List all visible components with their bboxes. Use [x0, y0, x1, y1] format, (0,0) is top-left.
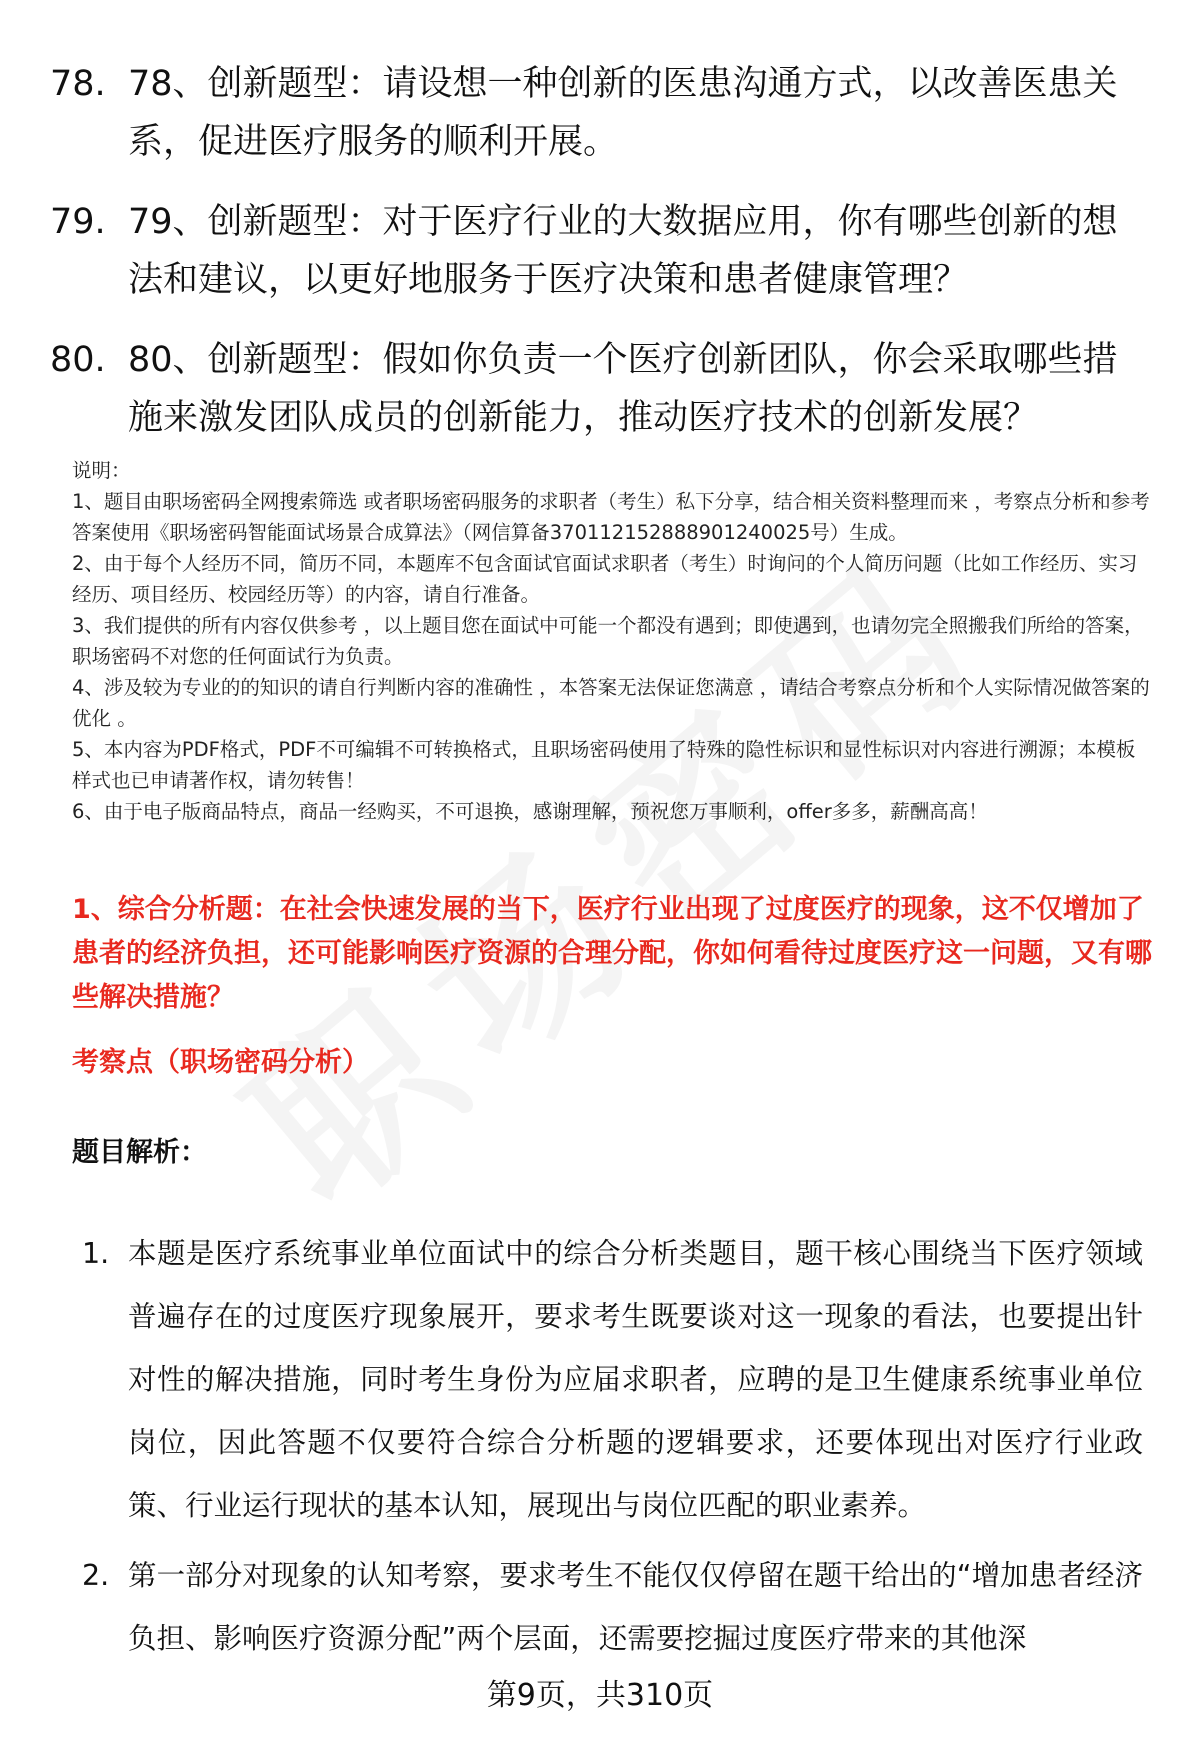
note-item: 2、由于每个人经历不同，简历不同，本题库不包含面试官面试求职者（考生）时询问的个人简历问题（比如工作经历、实习经历、项目经历、校园经历等）的内容，请自行准备。 [72, 552, 1138, 606]
list-item [82, 1222, 1152, 1537]
note-item: 6、由于电子版商品特点，商品一经购买，不可退换，感谢理解，预祝您万事顺利，offer多多，薪酬高高！ [72, 800, 988, 823]
note-item: 1、题目由职场密码全网搜索筛选 或者职场密码服务的求职者（考生）私下分享，结合相关资料整理而来 ，考察点分析和参考答案使用《职场密码智能面试场景合成算法》（网信算备370112152888901240025号）生成。 [72, 490, 1150, 544]
question-title: 1、综合分析题：在社会快速发展的当下，医疗行业出现了过度医疗的现象，这不仅增加了患者的经济负担，还可能影响医疗资源的合理分配，你如何看待过度医疗这一问题，又有哪些解决措施？ [72, 894, 1152, 1013]
jiexi-label: 题目解析： [72, 1137, 207, 1168]
question-number: 80. [50, 340, 106, 380]
notes-section [72, 455, 1152, 827]
page-footer: 第9页，共310页 [486, 1678, 714, 1713]
analysis-number: 2. [82, 1559, 110, 1592]
list-item [50, 193, 1150, 309]
note-item: 5、本内容为PDF格式，PDF不可编辑不可转换格式，且职场密码使用了特殊的隐性标识和显性标识对内容进行溯源；本模板样式也已申请著作权，请勿转售！ [72, 738, 1136, 792]
question-number: 78. [50, 64, 106, 104]
note-item: 3、我们提供的所有内容仅供参考 ，以上题目您在面试中可能一个都没有遇到；即使遇到，也请勿完全照搬我们所给的答案，职场密码不对您的任何面试行为负责。 [72, 614, 1144, 668]
question-text: 78、创新题型：请设想一种创新的医患沟通方式，以改善医患关系，促进医疗服务的顺利开展。 [128, 64, 1118, 162]
analysis-text: 第一部分对现象的认知考察，要求考生不能仅仅停留在题干给出的“增加患者经济负担、影响医疗资源分配”两个层面，还需要挖掘过度医疗带来的其他深 [128, 1559, 1143, 1655]
analysis-text: 本题是医疗系统事业单位面试中的综合分析类题目，题干核心围绕当下医疗领域普遍存在的过度医疗现象展开，要求考生既要谈对这一现象的看法，也要提出针对性的解决措施，同时考生身份为应届求职者，应聘的是卫生健康系统事业单位岗位，因此答题不仅要符合综合分析题的逻辑要求，还要体现出对医疗行业政策、行业运行现状的基本认知，展现出与岗位匹配的职业素养。 [128, 1237, 1143, 1522]
analysis-list [82, 1222, 1152, 1677]
list-item [82, 1544, 1152, 1670]
notes-heading: 说明： [72, 459, 131, 482]
question-text: 79、创新题型：对于医疗行业的大数据应用，你有哪些创新的想法和建议，以更好地服务于医疗决策和患者健康管理？ [128, 202, 1118, 300]
kaocha-label: 考察点（职场密码分析） [72, 1047, 369, 1078]
analysis-number: 1. [82, 1237, 110, 1270]
list-item [50, 331, 1150, 447]
question-text: 80、创新题型：假如你负责一个医疗创新团队，你会采取哪些措施来激发团队成员的创新能力，推动医疗技术的创新发展？ [128, 340, 1118, 438]
list-item [50, 55, 1150, 171]
question-list [50, 55, 1150, 469]
question-number: 79. [50, 202, 106, 242]
note-item: 4、涉及较为专业的的知识的请自行判断内容的准确性 ，本答案无法保证您满意 ，请结合考察点分析和个人实际情况做答案的优化 。 [72, 676, 1150, 730]
